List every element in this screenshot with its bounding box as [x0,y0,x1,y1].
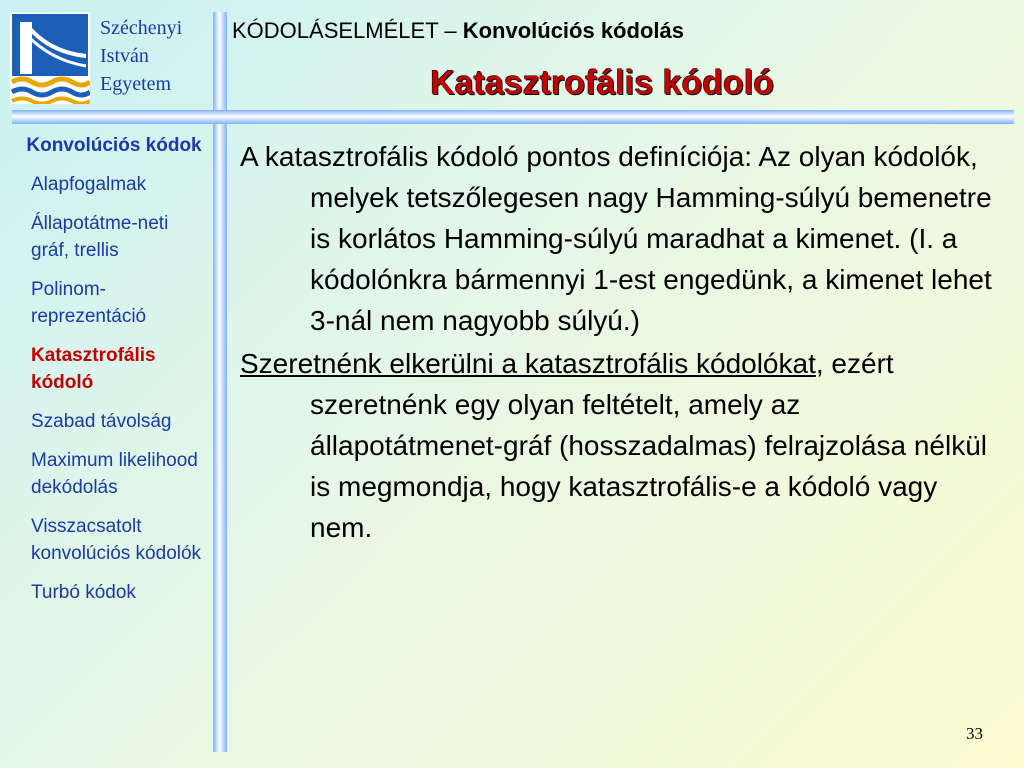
sidebar-item-katasztrofalis-kodolo[interactable]: Katasztrofális kódoló [31,345,156,393]
sidebar-item-allapotatmeneti-graf[interactable]: Állapotátme-neti gráf, trellis [31,213,169,261]
slide-title: Katasztrofális kódoló [430,64,774,102]
sidebar-item-polinom-reprezentacio[interactable]: Polinom-reprezentáció [31,279,147,327]
sidebar-item-visszacsatolt-kodolok[interactable]: Visszacsatolt konvolúciós kódolók [31,516,202,564]
horizontal-divider-bar [12,110,1014,124]
avoid-paragraph [240,343,1000,548]
course-name: KÓDOLÁSELMÉLET – [232,18,463,43]
slide-body [240,136,1000,550]
sidebar-item-alapfogalmak[interactable]: Alapfogalmak [31,174,147,195]
sidebar-item-turbo-kodok[interactable]: Turbó kódok [31,582,136,603]
sidebar-item-maximum-likelihood[interactable]: Maximum likelihood dekódolás [31,450,198,498]
page-number: 33 [966,724,983,743]
university-logo [10,12,90,104]
university-name [100,14,215,98]
avoid-paragraph-rest: , ezért szeretnénk egy olyan feltételt, amely az állapotátmenet-gráf (hosszadalmas) felrajzolása nélkül is megmondja, hogy katasztrofális-e a kódoló vagy nem. [310,348,988,543]
sidebar-item-szabad-tavolsag[interactable]: Szabad távolság [31,411,172,432]
university-name-line2: István [100,45,149,67]
course-header [232,18,684,44]
avoid-paragraph-underlined: Szeretnénk elkerülni a katasztrofális kódolókat [240,348,816,379]
university-name-line1: Széchenyi [100,17,183,39]
university-name-line3: Egyetem [100,73,172,95]
sidebar-nav [24,132,204,618]
definition-paragraph: A katasztrofális kódoló pontos definíciója: Az olyan kódolók, melyek tetszőlegesen nagy Hamming-súlyú bemenetre is korlátos Hamming-súlyú maradhat a kimenet. (I. a kódolónkra bármennyi 1-est engedünk, a kimenet lehet 3-nál nem nagyobb súlyú.) [240,141,992,336]
sidebar-item-konvolucios-kodok[interactable]: Konvolúciós kódok [26,135,202,156]
course-topic: Konvolúciós kódolás [462,18,684,43]
